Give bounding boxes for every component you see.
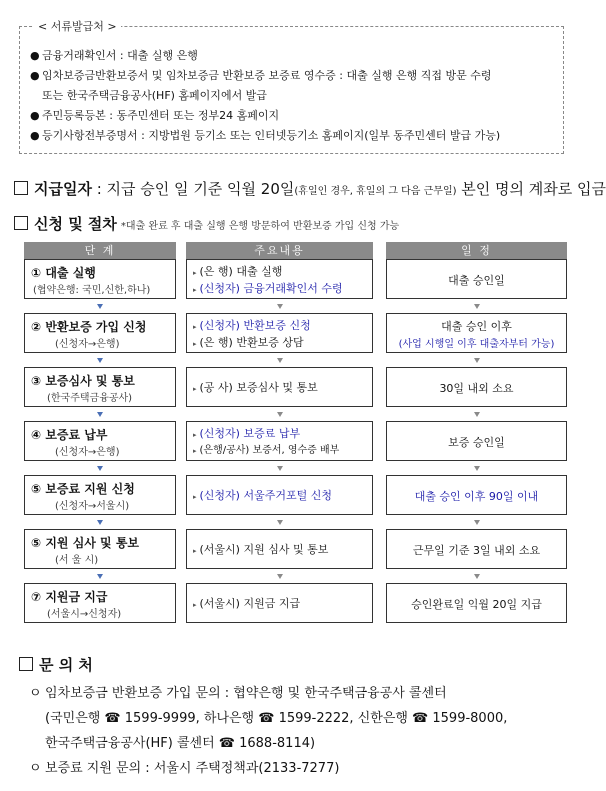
step-6-content bbox=[186, 529, 373, 569]
down-arrow-icon bbox=[277, 574, 283, 579]
document-issuer-title: < 서류발급처 > bbox=[34, 18, 121, 34]
down-arrow-icon bbox=[474, 574, 480, 579]
down-arrow-icon bbox=[474, 358, 480, 363]
down-arrow-icon bbox=[474, 412, 480, 417]
content-line: ▸ (은 행) 반환보증 상담 bbox=[193, 336, 304, 349]
down-arrow-icon bbox=[277, 304, 283, 309]
step-5-schedule: 대출 승인 이후 90일 이내 bbox=[386, 475, 567, 515]
procedure-section-heading: 신청 및 절차 *대출 완료 후 대출 실행 은행 방문하여 반환보증 가입 신청 가능 bbox=[14, 213, 399, 234]
content-line: ▸ (은 행) 대출 실행 bbox=[193, 265, 283, 278]
down-arrow-icon bbox=[97, 520, 103, 525]
contact-line: 한국주택금융공사(HF) 콜센터 ☎ 1688-8114) bbox=[45, 736, 316, 751]
down-arrow-icon bbox=[474, 520, 480, 525]
triangle-bullet-icon: ▸ bbox=[193, 547, 197, 555]
down-arrow-icon bbox=[97, 574, 103, 579]
checkbox-square-icon bbox=[19, 657, 33, 671]
down-arrow-icon bbox=[277, 412, 283, 417]
step-3-schedule: 30일 내외 소요 bbox=[386, 367, 567, 407]
down-arrow-icon bbox=[277, 466, 283, 471]
step-5-box: ⑤ 보증료 지원 신청 (신청자→서울시) bbox=[24, 475, 176, 515]
triangle-bullet-icon: ▸ bbox=[193, 601, 197, 609]
down-arrow-icon bbox=[97, 304, 103, 309]
down-arrow-icon bbox=[277, 358, 283, 363]
doc-item: ● 임차보증금반환보증서 및 임차보증금 반환보증 보증료 영수증 : 대출 실행 은행 직접 방문 수령 bbox=[30, 69, 492, 82]
content-line: ▸ (신청자) 반환보증 신청 bbox=[193, 319, 311, 332]
down-arrow-icon bbox=[97, 358, 103, 363]
step-7-box: ⑦ 지원금 지급 (서울시→신청자) bbox=[24, 583, 176, 623]
content-line: ▸ (은행/공사) 보증서, 영수증 배부 bbox=[193, 445, 340, 456]
contact-line: (국민은행 ☎ 1599-9999, 하나은행 ☎ 1599-2222, 신한은행 ☎ 1599-8000, bbox=[45, 711, 508, 726]
header-stage: 단 계 bbox=[24, 242, 176, 259]
step-4-schedule: 보증 승인일 bbox=[386, 421, 567, 461]
down-arrow-icon bbox=[97, 466, 103, 471]
triangle-bullet-icon: ▸ bbox=[193, 385, 197, 393]
step-2-box: ② 반환보증 가입 신청 (신청자→은행) bbox=[24, 313, 176, 353]
triangle-bullet-icon: ▸ bbox=[193, 340, 197, 348]
header-schedule: 일 정 bbox=[386, 242, 567, 259]
triangle-bullet-icon: ▸ bbox=[193, 447, 197, 455]
down-arrow-icon bbox=[474, 466, 480, 471]
header-content: 주요내용 bbox=[186, 242, 373, 259]
down-arrow-icon bbox=[474, 304, 480, 309]
contact-line: ㅇ 보증료 지원 문의 : 서울시 주택정책과(2133-7277) bbox=[29, 761, 340, 776]
step-3-box: ③ 보증심사 및 통보 (한국주택금융공사) bbox=[24, 367, 176, 407]
triangle-bullet-icon: ▸ bbox=[193, 493, 197, 501]
document-issuer-list bbox=[30, 46, 565, 146]
step-7-content bbox=[186, 583, 373, 623]
checkbox-square-icon bbox=[14, 216, 28, 230]
step-4-content bbox=[186, 421, 373, 461]
step-1-schedule: 대출 승인일 bbox=[386, 259, 567, 299]
triangle-bullet-icon: ▸ bbox=[193, 269, 197, 277]
content-line: ▸ (신청자) 보증료 납부 bbox=[193, 427, 301, 440]
doc-item-continuation: 또는 한국주택금융공사(HF) 홈페이지에서 발급 bbox=[42, 89, 267, 102]
payment-date-section: 지급일자 : 지급 승인 일 기준 익월 20일(휴일인 경우, 휴일의 그 다음 근무일) 본인 명의 계좌로 입금 bbox=[14, 178, 606, 199]
content-line: ▸ (신청자) 금융거래확인서 수령 bbox=[193, 282, 343, 295]
triangle-bullet-icon: ▸ bbox=[193, 431, 197, 439]
doc-item: ● 등기사항전부증명서 : 지방법원 등기소 또는 인터넷등기소 홈페이지(일부 동주민센터 발급 가능) bbox=[30, 129, 501, 142]
step-6-schedule: 근무일 기준 3일 내외 소요 bbox=[386, 529, 567, 569]
step-1-content bbox=[186, 259, 373, 299]
doc-item: ● 금융거래확인서 : 대출 실행 은행 bbox=[30, 49, 198, 62]
triangle-bullet-icon: ▸ bbox=[193, 286, 197, 294]
contact-section bbox=[19, 654, 569, 781]
down-arrow-icon bbox=[97, 412, 103, 417]
step-2-content bbox=[186, 313, 373, 353]
step-4-box: ④ 보증료 납부 (신청자→은행) bbox=[24, 421, 176, 461]
contact-title: 문 의 처 bbox=[19, 654, 569, 675]
step-2-schedule: 대출 승인 이후 (사업 시행일 이후 대출자부터 가능) bbox=[386, 313, 567, 353]
triangle-bullet-icon: ▸ bbox=[193, 323, 197, 331]
content-line: ▸ (서울시) 지원금 지급 bbox=[193, 597, 301, 610]
checkbox-square-icon bbox=[14, 181, 28, 195]
contact-line: ㅇ 임차보증금 반환보증 가입 문의 : 협약은행 및 한국주택금융공사 콜센터 bbox=[29, 686, 447, 701]
step-1-box: ① 대출 실행 (협약은행: 국민,신한,하나) bbox=[24, 259, 176, 299]
step-3-content bbox=[186, 367, 373, 407]
down-arrow-icon bbox=[277, 520, 283, 525]
content-line: ▸ (신청자) 서울주거포털 신청 bbox=[193, 489, 332, 502]
step-5-content bbox=[186, 475, 373, 515]
content-line: ▸ (서울시) 지원 심사 및 통보 bbox=[193, 543, 329, 556]
doc-item: ● 주민등록등본 : 동주민센터 또는 정부24 홈페이지 bbox=[30, 109, 280, 122]
step-7-schedule: 승인완료일 익월 20일 지급 bbox=[386, 583, 567, 623]
step-6-box: ⑤ 지원 심사 및 통보 (서 울 시) bbox=[24, 529, 176, 569]
content-line: ▸ (공 사) 보증심사 및 통보 bbox=[193, 381, 318, 394]
